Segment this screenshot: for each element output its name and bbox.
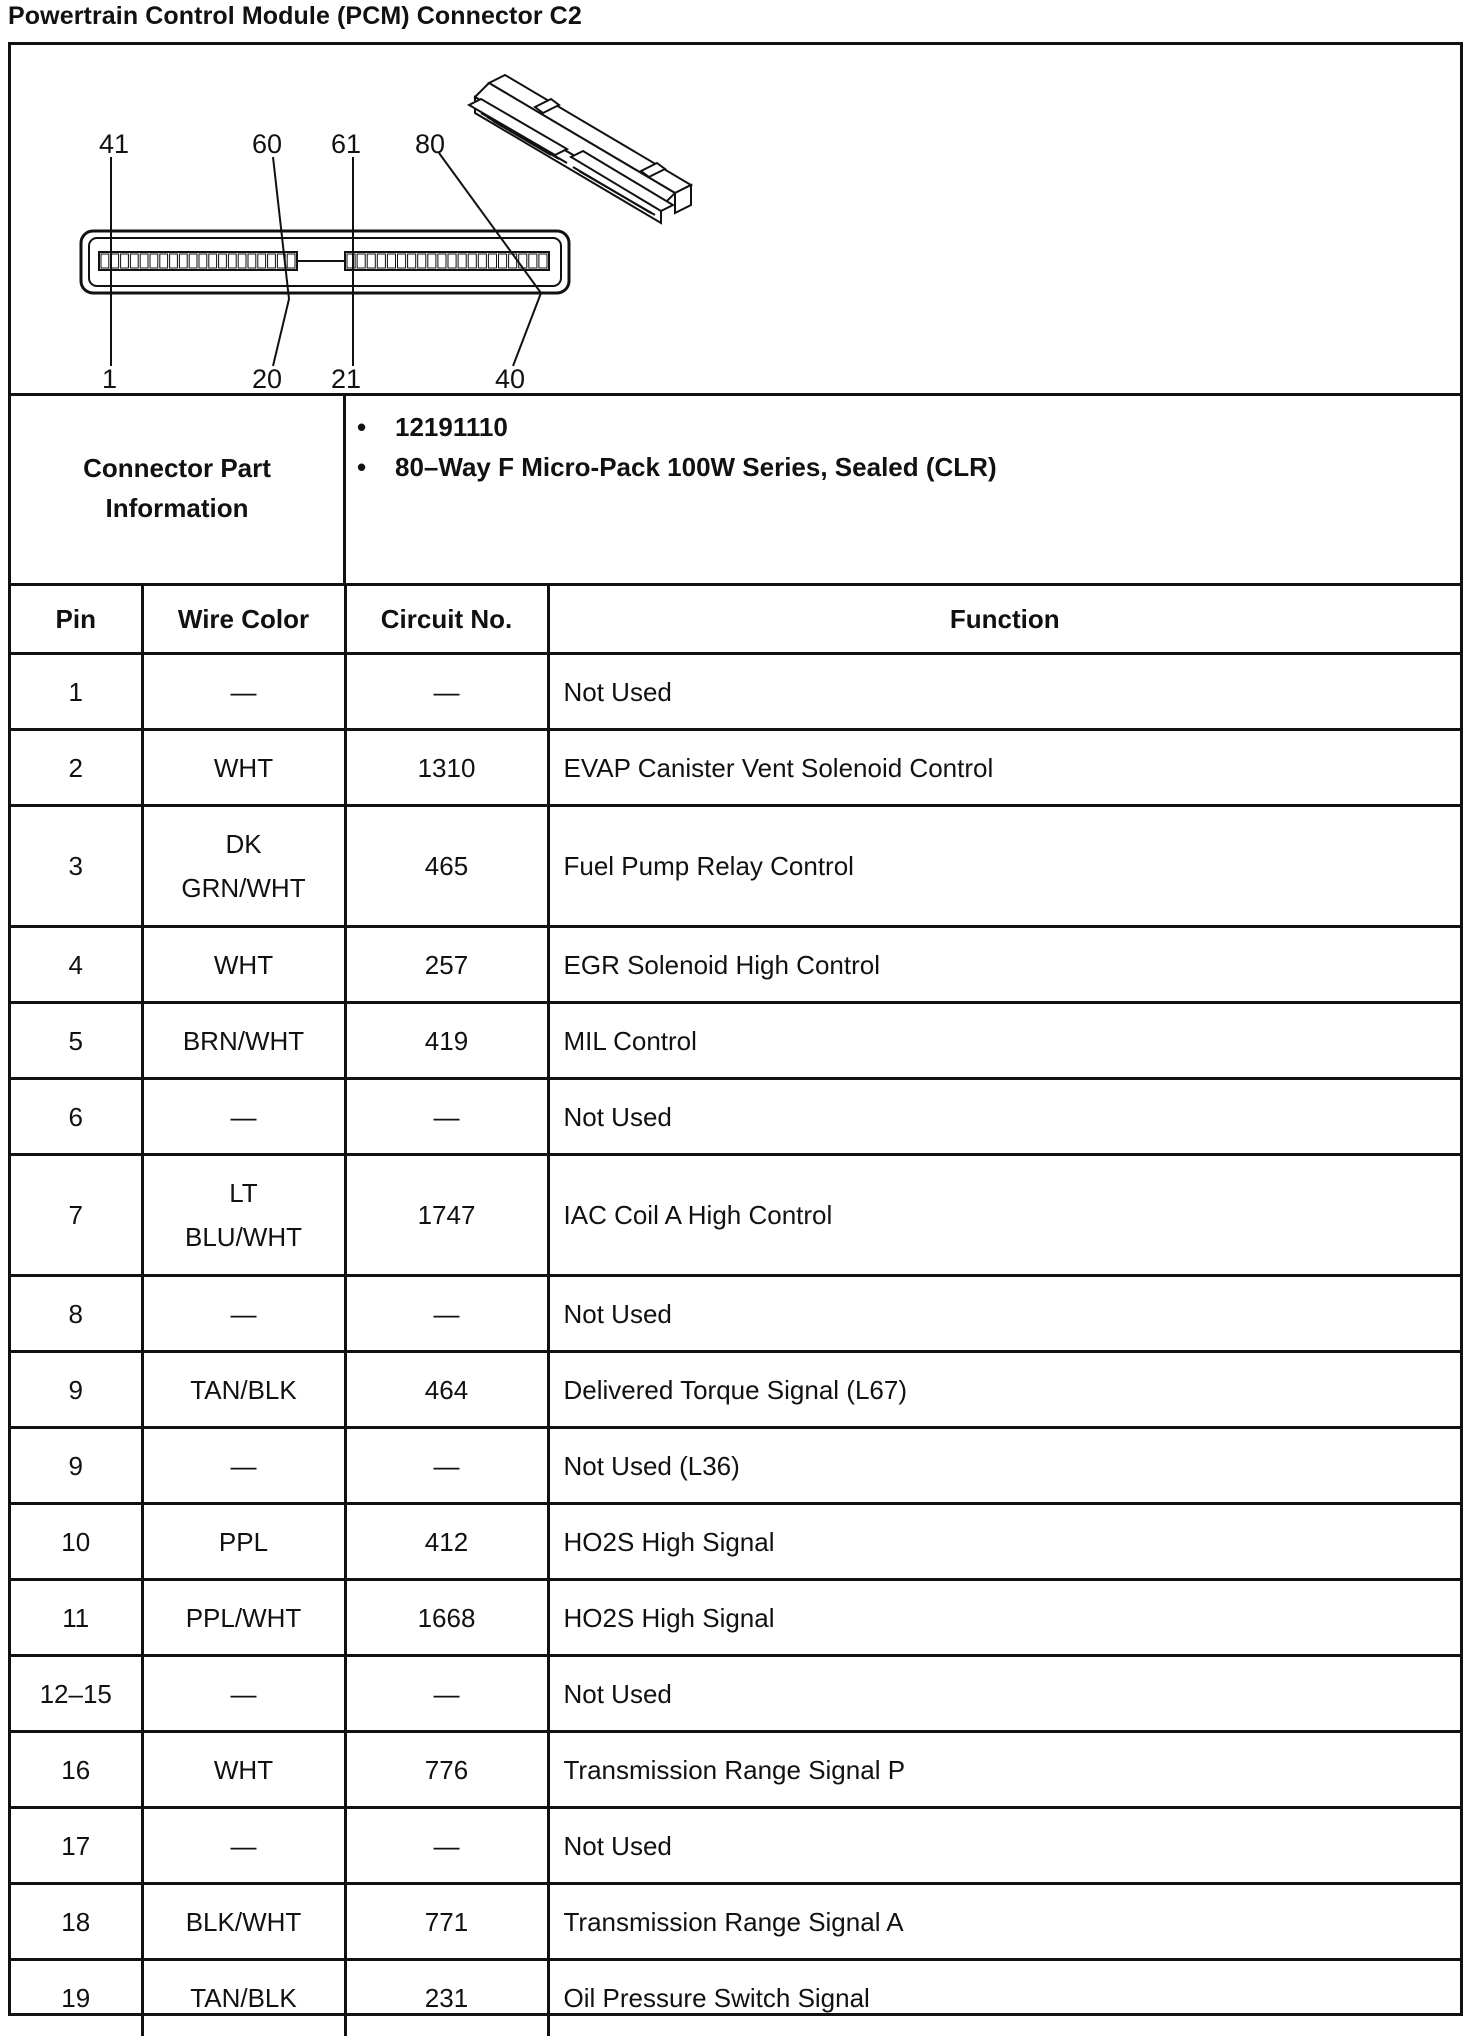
header-circuit-no: Circuit No. xyxy=(345,585,548,654)
pin-cell: 2 xyxy=(11,730,142,806)
function-cell: EVAP Canister Vent Solenoid Control xyxy=(548,730,1460,806)
pin-label-1: 1 xyxy=(102,364,118,390)
pin-cavity xyxy=(478,254,486,268)
connector-part-info-label: Connector Part Information xyxy=(83,453,271,523)
part-number: 12191110 xyxy=(395,412,508,442)
circuit-cell: — xyxy=(345,654,548,730)
pin-cell: 4 xyxy=(11,927,142,1003)
pin-label-41: 41 xyxy=(99,129,130,159)
leader-line-20 xyxy=(273,299,289,366)
wire-color-cell: — xyxy=(142,1808,345,1884)
pin-cavity xyxy=(468,254,476,268)
wire-color-cell: PPL/WHT xyxy=(142,1580,345,1656)
pin-cell: 1 xyxy=(11,654,142,730)
connector-part-info-label-cell xyxy=(11,393,346,583)
wire-color-cell: WHT xyxy=(142,730,345,806)
table-row xyxy=(11,1003,1460,1079)
pin-cavity xyxy=(179,254,187,268)
page-title: Powertrain Control Module (PCM) Connector C2 xyxy=(8,2,582,30)
pin-cavity xyxy=(258,254,266,268)
wire-color-cell: WHT xyxy=(142,927,345,1003)
pin-cell: 5 xyxy=(11,1003,142,1079)
wire-color-cell: WHT xyxy=(142,1732,345,1808)
pin-cavity xyxy=(268,254,276,268)
pin-cavity xyxy=(199,254,207,268)
wire-color-cell: TAN/BLK xyxy=(142,1960,345,2036)
pin-label-21: 21 xyxy=(331,364,362,390)
pin-cavity xyxy=(509,254,517,268)
function-cell: HO2S High Signal xyxy=(548,1504,1460,1580)
circuit-cell: 1310 xyxy=(345,730,548,806)
connector-part-info-list xyxy=(357,407,997,487)
table-row xyxy=(11,1732,1460,1808)
circuit-cell: 771 xyxy=(345,1884,548,1960)
function-cell: Not Used xyxy=(548,1656,1460,1732)
pin-cavity xyxy=(150,254,158,268)
connector-description-item: • 80–Way F Micro-Pack 100W Series, Sealed (CLR) xyxy=(357,452,997,482)
table-row xyxy=(11,1884,1460,1960)
pin-cavity xyxy=(387,254,395,268)
wire-color-cell: TAN/BLK xyxy=(142,1352,345,1428)
circuit-cell: 1747 xyxy=(345,1155,548,1276)
pin-cavity xyxy=(287,254,295,268)
function-cell: MIL Control xyxy=(548,1003,1460,1079)
function-cell: Not Used xyxy=(548,1079,1460,1155)
connector-description: 80–Way F Micro-Pack 100W Series, Sealed (CLR) xyxy=(395,452,997,482)
table-row xyxy=(11,927,1460,1003)
pin-cavity xyxy=(160,254,168,268)
pin-cavity xyxy=(428,254,436,268)
function-cell: Not Used xyxy=(548,654,1460,730)
pin-cell: 18 xyxy=(11,1884,142,1960)
function-cell: Transmission Range Signal A xyxy=(548,1884,1460,1960)
wire-color-cell xyxy=(142,1155,345,1276)
circuit-cell: 776 xyxy=(345,1732,548,1808)
function-cell: EGR Solenoid High Control xyxy=(548,927,1460,1003)
wire-color-cell: — xyxy=(142,1276,345,1352)
table-row xyxy=(11,1428,1460,1504)
pin-cavity xyxy=(438,254,446,268)
wire-color-cell: — xyxy=(142,1428,345,1504)
pin-cavity xyxy=(140,254,148,268)
circuit-cell: 1668 xyxy=(345,1580,548,1656)
connector-diagram xyxy=(11,45,1460,396)
circuit-cell: 464 xyxy=(345,1352,548,1428)
table-row xyxy=(11,806,1460,927)
pin-cavity xyxy=(189,254,197,268)
table-row xyxy=(11,1656,1460,1732)
function-cell: Delivered Torque Signal (L67) xyxy=(548,1352,1460,1428)
wire-color-line-2: GRN/WHT xyxy=(181,873,306,903)
table-row xyxy=(11,654,1460,730)
wire-color-line-2: BLU/WHT xyxy=(185,1222,302,1252)
function-cell: Fuel Pump Relay Control xyxy=(548,806,1460,927)
pin-cavity xyxy=(357,254,365,268)
pin-cavity xyxy=(529,254,537,268)
pin-cavity xyxy=(488,254,496,268)
pin-cavity xyxy=(170,254,178,268)
pin-cavity xyxy=(418,254,426,268)
table-header-row xyxy=(11,585,1460,654)
function-cell: IAC Coil A High Control xyxy=(548,1155,1460,1276)
pin-cavity xyxy=(130,254,138,268)
table-row xyxy=(11,1079,1460,1155)
pin-cell: 3 xyxy=(11,806,142,927)
pin-label-20: 20 xyxy=(252,364,283,390)
pin-cell: 7 xyxy=(11,1155,142,1276)
circuit-cell: 412 xyxy=(345,1504,548,1580)
pin-cell: 9 xyxy=(11,1428,142,1504)
pin-cavity xyxy=(408,254,416,268)
circuit-cell: 419 xyxy=(345,1003,548,1079)
pin-cavity xyxy=(228,254,236,268)
wire-color-line-1: DK xyxy=(225,829,262,859)
table-row xyxy=(11,1155,1460,1276)
pin-cavity xyxy=(458,254,466,268)
pin-cavity xyxy=(499,254,507,268)
function-cell: Not Used xyxy=(548,1276,1460,1352)
wire-color-cell: — xyxy=(142,1079,345,1155)
table-row xyxy=(11,1808,1460,1884)
table-row xyxy=(11,1504,1460,1580)
part-number-item: • 12191110 xyxy=(357,412,508,442)
pinout-table xyxy=(11,583,1460,2036)
function-cell: Not Used xyxy=(548,1808,1460,1884)
table-row xyxy=(11,1580,1460,1656)
pin-cavity xyxy=(367,254,375,268)
pin-cavity xyxy=(398,254,406,268)
pin-cavity xyxy=(248,254,256,268)
function-cell: Transmission Range Signal P xyxy=(548,1732,1460,1808)
pin-label-61: 61 xyxy=(331,129,362,159)
leader-line-40 xyxy=(513,293,541,366)
pin-cavity xyxy=(448,254,456,268)
wire-color-cell: — xyxy=(142,654,345,730)
circuit-cell: 465 xyxy=(345,806,548,927)
wire-color-cell xyxy=(142,806,345,927)
pin-cell: 11 xyxy=(11,1580,142,1656)
connector-part-info xyxy=(11,393,1460,586)
circuit-cell: — xyxy=(345,1276,548,1352)
table-row xyxy=(11,730,1460,806)
pin-cell: 9 xyxy=(11,1352,142,1428)
wire-color-line-1: LT xyxy=(229,1178,258,1208)
table-row xyxy=(11,1352,1460,1428)
function-cell: HO2S High Signal xyxy=(548,1580,1460,1656)
pin-label-60: 60 xyxy=(252,129,283,159)
table-row xyxy=(11,1276,1460,1352)
pin-label-40: 40 xyxy=(495,364,526,390)
pin-cell: 6 xyxy=(11,1079,142,1155)
table-row xyxy=(11,1960,1460,2036)
pin-cavity xyxy=(219,254,227,268)
pin-cell: 8 xyxy=(11,1276,142,1352)
function-cell: Oil Pressure Switch Signal xyxy=(548,1960,1460,2036)
pin-cell: 10 xyxy=(11,1504,142,1580)
pin-cavity xyxy=(121,254,129,268)
pin-cell: 17 xyxy=(11,1808,142,1884)
wire-color-cell: PPL xyxy=(142,1504,345,1580)
pin-cavity xyxy=(377,254,385,268)
header-wire-color: Wire Color xyxy=(142,585,345,654)
circuit-cell: — xyxy=(345,1656,548,1732)
wire-color-cell: BLK/WHT xyxy=(142,1884,345,1960)
pin-cell: 19 xyxy=(11,1960,142,2036)
circuit-cell: — xyxy=(345,1428,548,1504)
pin-cavity xyxy=(238,254,246,268)
pin-label-80: 80 xyxy=(415,129,446,159)
connector-table-frame xyxy=(8,42,1463,2016)
connector-illustration xyxy=(11,45,1460,390)
circuit-cell: — xyxy=(345,1808,548,1884)
function-cell: Not Used (L36) xyxy=(548,1428,1460,1504)
circuit-cell: 231 xyxy=(345,1960,548,2036)
wire-color-cell: BRN/WHT xyxy=(142,1003,345,1079)
pin-cavity xyxy=(519,254,527,268)
pin-cell: 12–15 xyxy=(11,1656,142,1732)
wire-color-cell: — xyxy=(142,1656,345,1732)
connector-isometric-view xyxy=(469,75,691,223)
header-pin: Pin xyxy=(11,585,142,654)
pin-cavity xyxy=(539,254,547,268)
header-function: Function xyxy=(548,585,1460,654)
circuit-cell: — xyxy=(345,1079,548,1155)
pin-cavity xyxy=(101,254,109,268)
pin-cavity xyxy=(209,254,217,268)
circuit-cell: 257 xyxy=(345,927,548,1003)
pin-cell: 16 xyxy=(11,1732,142,1808)
